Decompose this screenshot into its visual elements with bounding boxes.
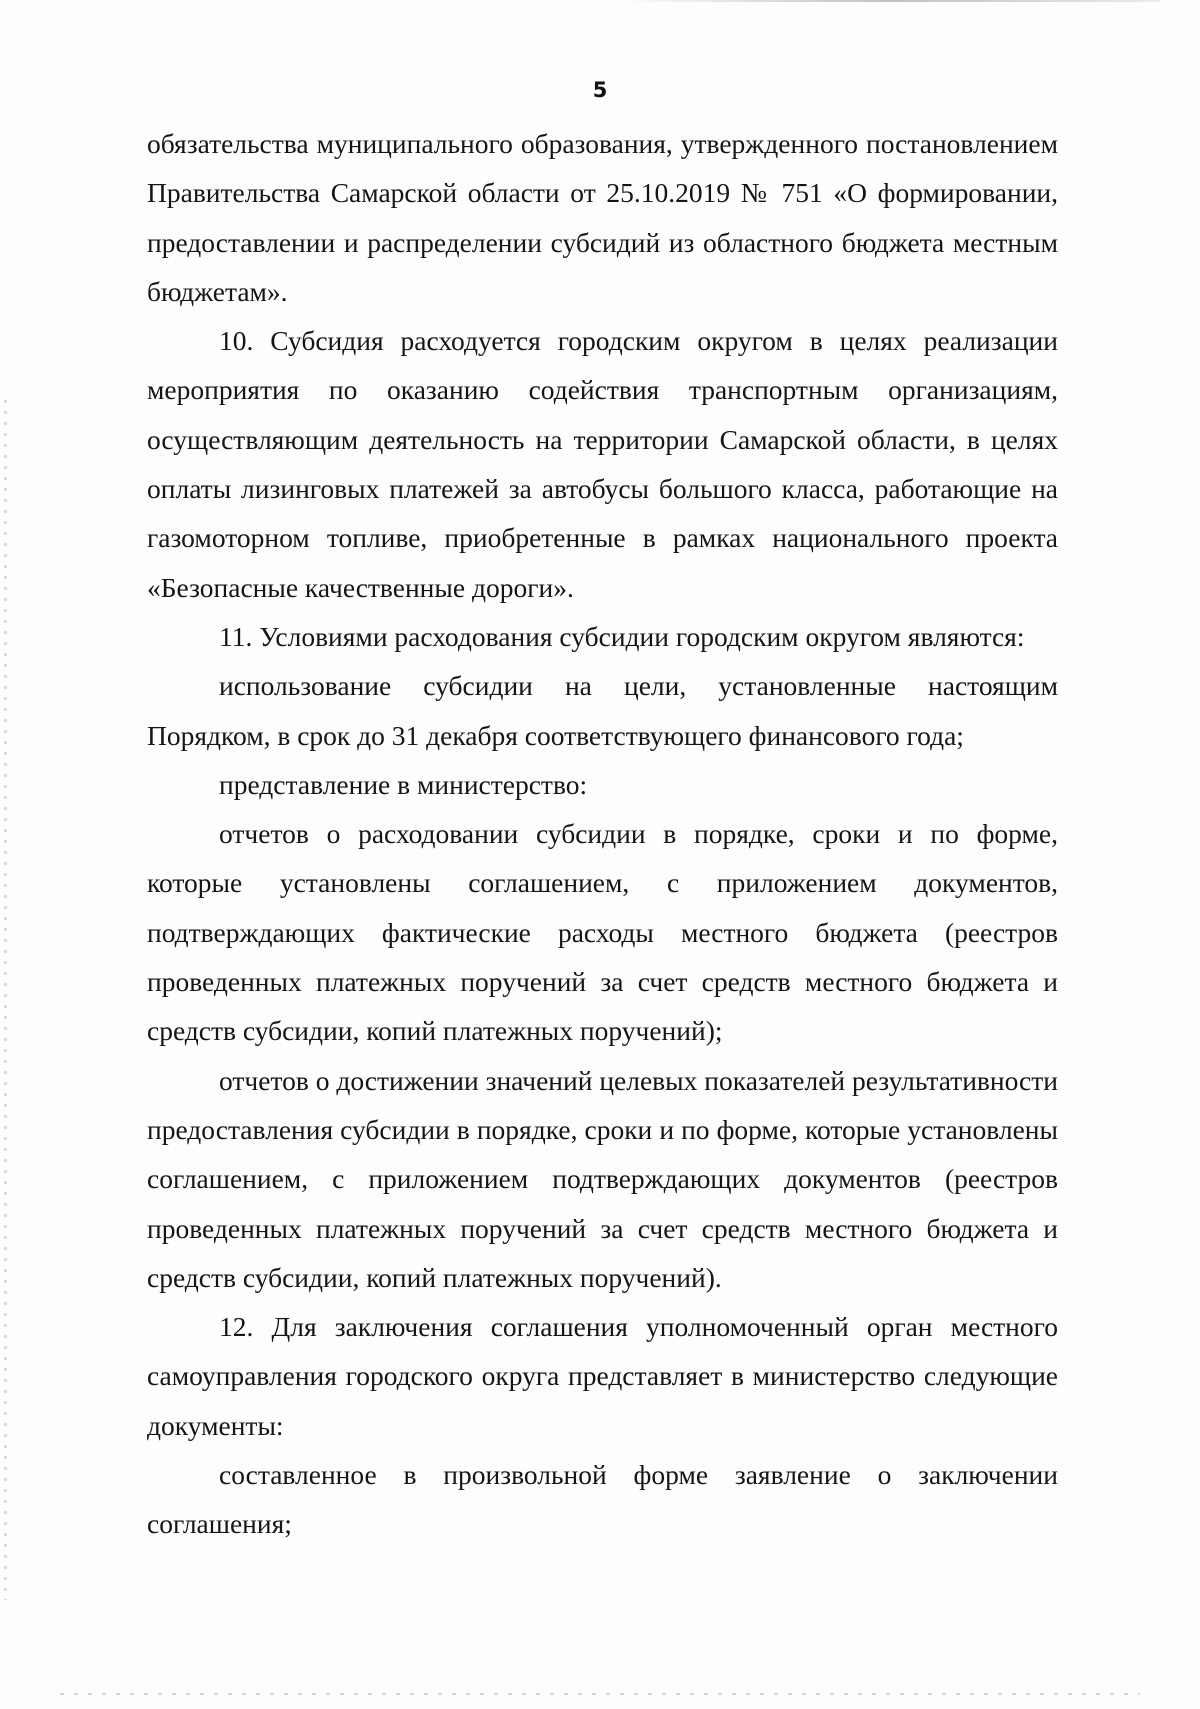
paragraph-item-10: 10. Субсидия расходуется городским округом в целях реализации мероприятия по оказанию содействия транспортным организациям, осуществляющим деятельность на территории Самарской области, в целях оплаты лизинговых платежей за автобусы большого класса, работающие на газомоторном топливе, приобретенные в рамках национального проекта «Безопасные качественные дороги». (147, 325, 1058, 603)
document-body (147, 119, 1058, 1549)
paragraph-continuation: обязательства муниципального образования, утвержденного постановлением Правительства Самарской области от 25.10.2019 № 751 «О формировании, предоставлении и распределении субсидий из областного бюджета местным бюджетам». (147, 128, 1058, 307)
paragraph-expense-reports: отчетов о расходовании субсидии в порядке, сроки и по форме, которые установлены соглашением, с приложением документов, подтверждающих фактические расходы местного бюджета (реестров проведенных платежных поручений за счет средств местного бюджета и средств субсидии, копий платежных поручений); (147, 818, 1058, 1047)
paragraph-item-12: 12. Для заключения соглашения уполномоченный орган местного самоуправления городского округа представляет в министерство следующие документы: (147, 1311, 1058, 1441)
paragraph-application: составленное в произвольной форме заявление о заключении соглашения; (147, 1459, 1058, 1540)
scan-edge-bottom (60, 1693, 1140, 1695)
page-number: 5 (592, 78, 608, 102)
paragraph-submission: представление в министерство: (219, 768, 588, 800)
paragraph-item-11: 11. Условиями расходования субсидии городским округом являются: (219, 620, 1025, 652)
paragraph-usage-condition: использование субсидии на цели, установленные настоящим Порядком, в срок до 31 декабря соответствующего финансового года; (147, 670, 1058, 751)
scan-edge-top (620, 0, 1160, 2)
paragraph-target-reports: отчетов о достижении значений целевых показателей результативности предоставления субсидии в порядке, сроки и по форме, которые установлены соглашением, с приложением подтверждающих документов (реестров проведенных платежных поручений за счет средств местного бюджета и средств субсидии, копий платежных поручений). (147, 1064, 1058, 1293)
scan-edge-left (4, 400, 7, 1600)
